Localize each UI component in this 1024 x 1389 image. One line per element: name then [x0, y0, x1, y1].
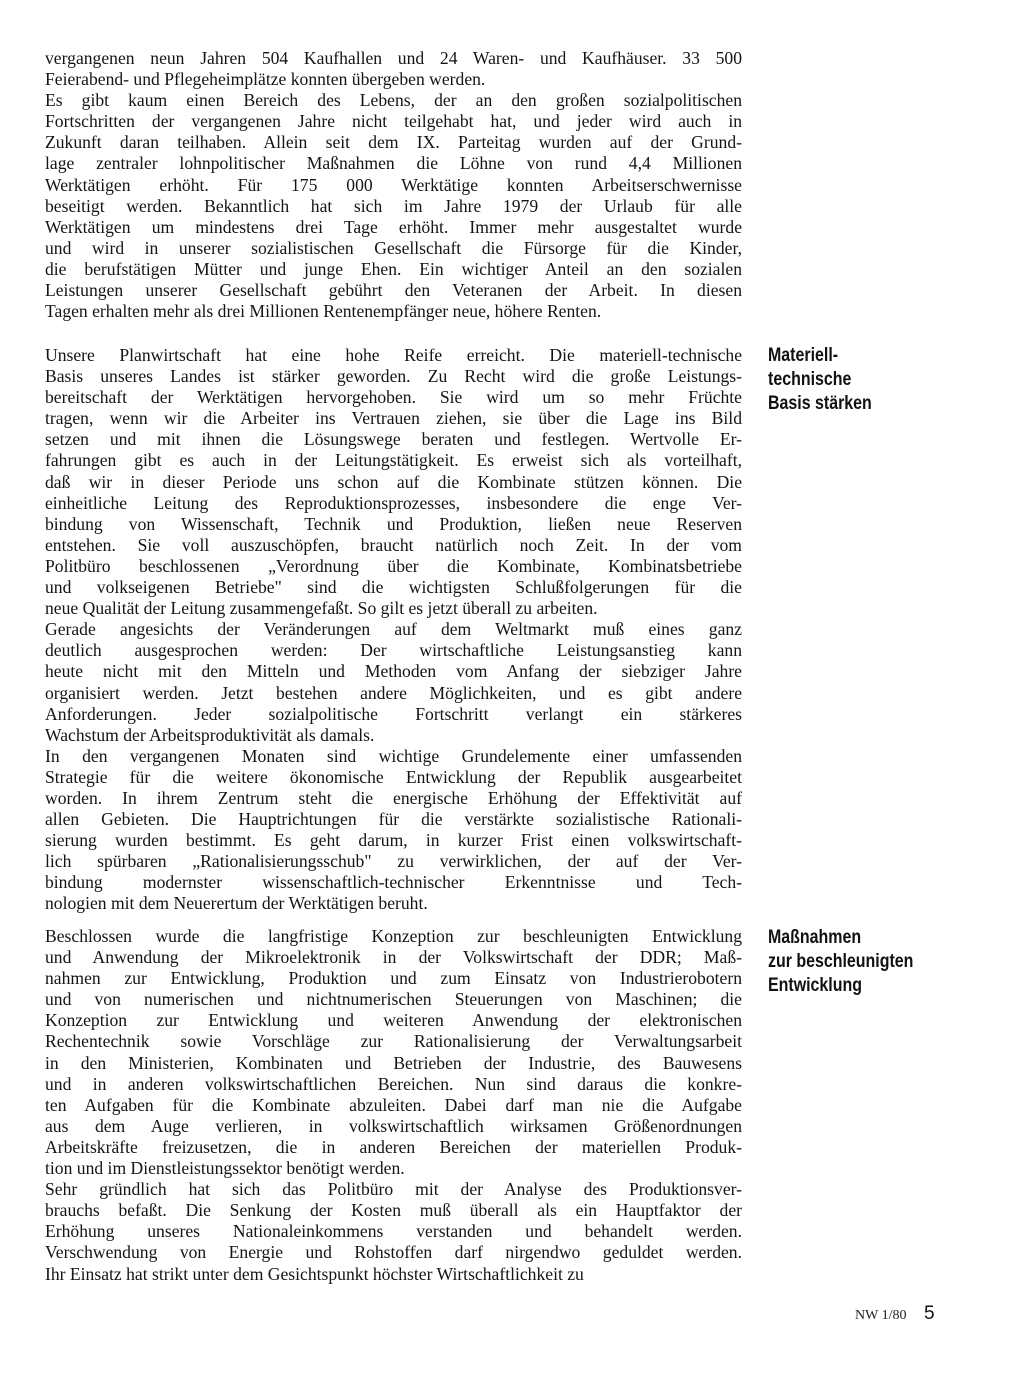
- text-line: Wachstum der Arbeitsproduktivität als damals.: [45, 724, 375, 745]
- text-line: Erhöhung unseres Nationaleinkommens verstanden und behandelt werden.: [45, 1221, 742, 1242]
- text-line: Zukunft daran teilhaben. Allein seit dem IX. Parteitag wurden auf der Grund-: [45, 132, 742, 153]
- text-line: fahrungen gibt es auch in der Leitungstätigkeit. Es erweist sich als vorteilhaft,: [45, 450, 742, 471]
- text-line: worden. In ihrem Zentrum steht die energische Erhöhung der Effektivität auf: [45, 787, 742, 808]
- margin-heading-material-basis: [768, 344, 936, 416]
- text-line: lage zentraler lohnpolitischer Maßnahmen die Löhne von rund 4,4 Millionen: [45, 153, 742, 174]
- margin-heading-accelerated-development: [768, 926, 936, 998]
- text-line: bindung modernster wissenschaftlich-technischer Erkenntnisse und Tech-: [45, 872, 742, 893]
- text-line: und in anderen volkswirtschaftlichen Bereichen. Nun sind daraus die konkre-: [45, 1073, 742, 1094]
- text-line: tragen, wenn wir die Arbeiter ins Vertrauen ziehen, sie über die Lage ins Bild: [45, 408, 742, 429]
- text-line: Unsere Planwirtschaft hat eine hohe Reife erreicht. Die materiell-technische: [45, 345, 742, 365]
- margin-heading-line: Maßnahmen: [768, 927, 862, 948]
- text-line: und volkseigenen Betriebe" sind die wichtigsten Schlußfolgerungen für die: [45, 577, 742, 598]
- text-line: deutlich ausgesprochen werden: Der wirtschaftliche Leistungsanstieg kann: [45, 640, 742, 661]
- margin-heading-line: technische: [768, 369, 852, 390]
- text-line: vergangenen neun Jahren 504 Kaufhallen und 24 Waren- und Kaufhäuser. 33 500: [45, 48, 742, 68]
- text-line: In den vergangenen Monaten sind wichtige Grundelemente einer umfassenden: [45, 745, 742, 766]
- text-line: Tagen erhalten mehr als drei Millionen Rentenempfänger neue, höhere Renten.: [45, 301, 602, 322]
- text-line: lich spürbaren „Rationalisierungsschub" zu verwirklichen, der auf der Ver-: [45, 851, 742, 872]
- text-line: daß wir in dieser Periode uns schon auf die Kombinate stützen können. Die: [45, 471, 742, 492]
- text-line: Werktätigen um mindestens drei Tage erhöht. Immer mehr ausgestaltet wurde: [45, 216, 742, 237]
- text-line: neue Qualität der Leitung zusammengefaßt. So gilt es jetzt überall zu arbeiten.: [45, 598, 598, 619]
- text-line: Ihr Einsatz hat strikt unter dem Gesichtspunkt höchster Wirtschaftlichkeit zu: [45, 1263, 584, 1284]
- text-line: ten Aufgaben für die Kombinate abzuleiten. Dabei darf man nie die Aufgabe: [45, 1094, 742, 1115]
- page-number: 5: [924, 1303, 935, 1324]
- text-line: und wird in unserer sozialistischen Gesellschaft die Fürsorge für die Kinder,: [45, 237, 742, 258]
- text-line: Beschlossen wurde die langfristige Konzeption zur beschleunigten Entwicklung: [45, 926, 742, 946]
- text-line: Anforderungen. Jeder sozialpolitische Fortschritt verlangt ein stärkeres: [45, 703, 742, 724]
- text-line: bereitschaft der Werktätigen hervorgehoben. Sie wird um so mehr Früchte: [45, 387, 742, 408]
- text-line: Konzeption zur Entwicklung und weiteren Anwendung der elektronischen: [45, 1010, 742, 1031]
- paragraph-social-progress: [45, 48, 742, 322]
- text-line: einheitliche Leitung des Reproduktionsprozesses, insbesondere die enge Ver-: [45, 492, 742, 513]
- text-line: Leistungen unserer Gesellschaft gebührt den Veteranen der Arbeit. In diesen: [45, 280, 742, 301]
- text-line: bindung von Wissenschaft, Technik und Produktion, ließen neue Reserven: [45, 513, 742, 534]
- text-line: nologien mit dem Neuerertum der Werktätigen beruht.: [45, 893, 428, 914]
- text-line: beseitigt werden. Bekanntlich hat sich im Jahre 1979 der Urlaub für alle: [45, 195, 742, 216]
- text-line: organisiert werden. Jetzt bestehen andere Möglichkeiten, und es gibt andere: [45, 682, 742, 703]
- text-line: aus dem Auge verlieren, in volkswirtschaftlich wirksamen Größenordnungen: [45, 1115, 742, 1136]
- text-line: Feierabend- und Pflegeheimplätze konnten übergeben werden.: [45, 69, 486, 90]
- text-line: Verschwendung von Energie und Rohstoffen darf nirgendwo geduldet werden.: [45, 1242, 742, 1263]
- margin-heading-line: zur beschleunigten: [768, 951, 914, 972]
- text-line: Arbeitskräfte freizusetzen, die in anderen Bereichen der materiellen Produk-: [45, 1136, 742, 1157]
- margin-heading-line: Materiell-: [768, 345, 839, 366]
- text-line: Werktätigen erhöht. Für 175 000 Werktätige konnten Arbeitserschwernisse: [45, 174, 742, 195]
- text-line: die berufstätigen Mütter und junge Ehen. Ein wichtiger Anteil an den sozialen: [45, 258, 742, 279]
- paragraph-microelectronics: [45, 926, 742, 1285]
- text-line: Politbüro beschlossenen „Verordnung über die Kombinate, Kombinatsbetriebe: [45, 555, 742, 576]
- text-line: Rechentechnik sowie Vorschläge zur Rationalisierung der Verwaltungsarbeit: [45, 1031, 742, 1052]
- text-line: Gerade angesichts der Veränderungen auf dem Weltmarkt muß eines ganz: [45, 619, 742, 640]
- publication-reference: NW 1/80: [855, 1308, 907, 1323]
- text-line: Sehr gründlich hat sich das Politbüro mit der Analyse des Produktionsver-: [45, 1179, 742, 1200]
- text-line: Es gibt kaum einen Bereich des Lebens, der an den großen sozialpolitischen: [45, 90, 742, 111]
- text-line: Strategie für die weitere ökonomische Entwicklung der Republik ausgearbeitet: [45, 766, 742, 787]
- text-line: Fortschritten der vergangenen Jahre nicht teilgehabt hat, und jeder wird auch in: [45, 111, 742, 132]
- text-line: allen Gebieten. Die Hauptrichtungen für die verstärkte sozialistische Rationali-: [45, 809, 742, 830]
- margin-heading-line: Basis stärken: [768, 393, 872, 414]
- text-line: Basis unseres Landes ist stärker geworden. Zu Recht wird die große Leistungs-: [45, 366, 742, 387]
- text-line: und von numerischen und nichtnumerischen Steuerungen von Maschinen; die: [45, 989, 742, 1010]
- text-line: setzen und mit ihnen die Lösungswege beraten und festlegen. Wertvolle Er-: [45, 429, 742, 450]
- text-line: tion und im Dienstleistungssektor benötigt werden.: [45, 1158, 405, 1179]
- margin-heading-line: Entwicklung: [768, 975, 863, 996]
- text-line: sierung wurden bestimmt. Es geht darum, in kurzer Frist einen volkswirtschaft-: [45, 830, 742, 851]
- text-line: nahmen zur Entwicklung, Produktion und zum Einsatz von Industrierobotern: [45, 968, 742, 989]
- text-line: in den Ministerien, Kombinaten und Betrieben der Industrie, des Bauwesens: [45, 1052, 742, 1073]
- text-line: brauchs befaßt. Die Senkung der Kosten muß überall als ein Hauptfaktor der: [45, 1200, 742, 1221]
- paragraph-planned-economy: [45, 345, 742, 915]
- text-line: heute nicht mit den Mitteln und Methoden vom Anfang der siebziger Jahre: [45, 661, 742, 682]
- text-line: und Anwendung der Mikroelektronik in der Volkswirtschaft der DDR; Maß-: [45, 947, 742, 968]
- text-line: entstehen. Sie voll auszuschöpfen, braucht natürlich noch Zeit. In der vom: [45, 534, 742, 555]
